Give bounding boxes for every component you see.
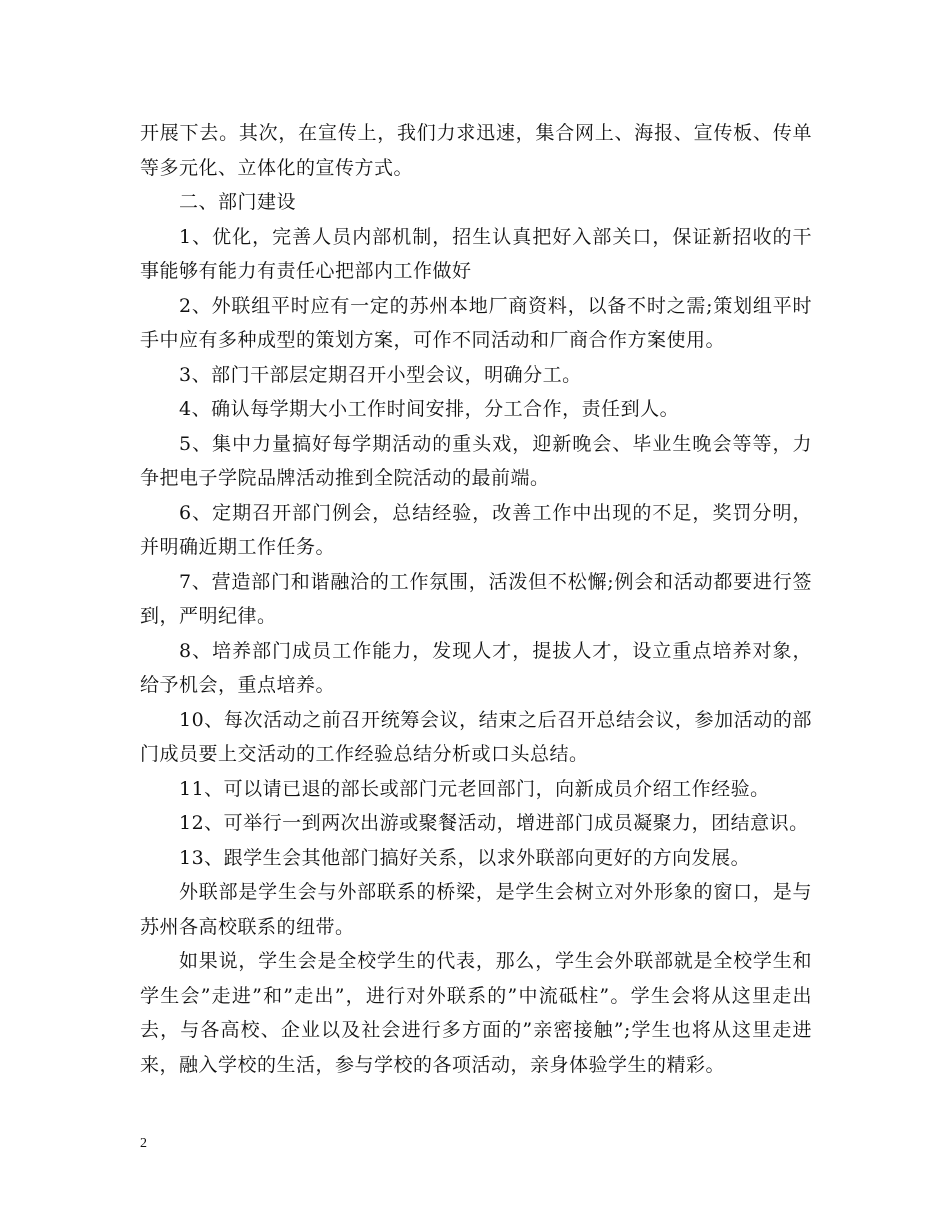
list-item: 1、优化，完善人员内部机制，招生认真把好入部关口，保证新招收的干事能够有能力有责任心把部内工作做好 (140, 225, 812, 282)
list-item: 11、可以请已退的部长或部门元老回部门，向新成员介绍工作经验。 (179, 777, 770, 800)
body-paragraph: 外联部是学生会与外部联系的桥梁，是学生会树立对外形象的窗口，是与苏州各高校联系的纽带。 (140, 881, 812, 938)
document-body (140, 116, 812, 1082)
list-item: 4、确认每学期大小工作时间安排，分工合作，责任到人。 (179, 398, 680, 420)
list-item: 13、跟学生会其他部门搞好关系，以求外联部向更好的方向发展。 (179, 846, 751, 869)
page-number: 2 (140, 1136, 147, 1151)
body-paragraph: 如果说，学生会是全校学生的代表，那么，学生会外联部就是全校学生和学生会”走进”和”走出”，进行对外联系的”中流砥柱”。学生会将从这里走出去，与各高校、企业以及社会进行多方面的”亲密接触”;学生也将从这里走进来，融入学校的生活，参与学校的各项活动，亲身体验学生的精彩。 (140, 950, 812, 1076)
section-heading: 二、部门建设 (179, 191, 297, 213)
list-item: 8、培养部门成员工作能力，发现人才，提拔人才，设立重点培养对象，给予机会，重点培养。 (140, 639, 812, 696)
list-item: 10、每次活动之前召开统筹会议，结束之后召开总结会议，参加活动的部门成员要上交活动的工作经验总结分析或口头总结。 (140, 708, 812, 765)
list-item: 12、可举行一到两次出游或聚餐活动，增进部门成员凝聚力，团结意识。 (179, 812, 809, 834)
list-item: 7、营造部门和谐融洽的工作氛围，活泼但不松懈;例会和活动都要进行签到，严明纪律。 (140, 570, 812, 627)
list-item: 3、部门干部层定期召开小型会议，明确分工。 (179, 363, 582, 386)
list-item: 5、集中力量搞好每学期活动的重头戏，迎新晚会、毕业生晚会等等，力争把电子学院品牌活动推到全院活动的最前端。 (140, 432, 812, 489)
list-item: 6、定期召开部门例会，总结经验，改善工作中出现的不足，奖罚分明，并明确近期工作任务。 (140, 501, 812, 558)
paragraph-continuation: 开展下去。其次，在宣传上，我们力求迅速，集合网上、海报、宣传板、传单等多元化、立体化的宣传方式。 (140, 122, 812, 179)
list-item: 2、外联组平时应有一定的苏州本地厂商资料，以备不时之需;策划组平时手中应有多种成型的策划方案，可作不同活动和厂商合作方案使用。 (140, 294, 812, 351)
